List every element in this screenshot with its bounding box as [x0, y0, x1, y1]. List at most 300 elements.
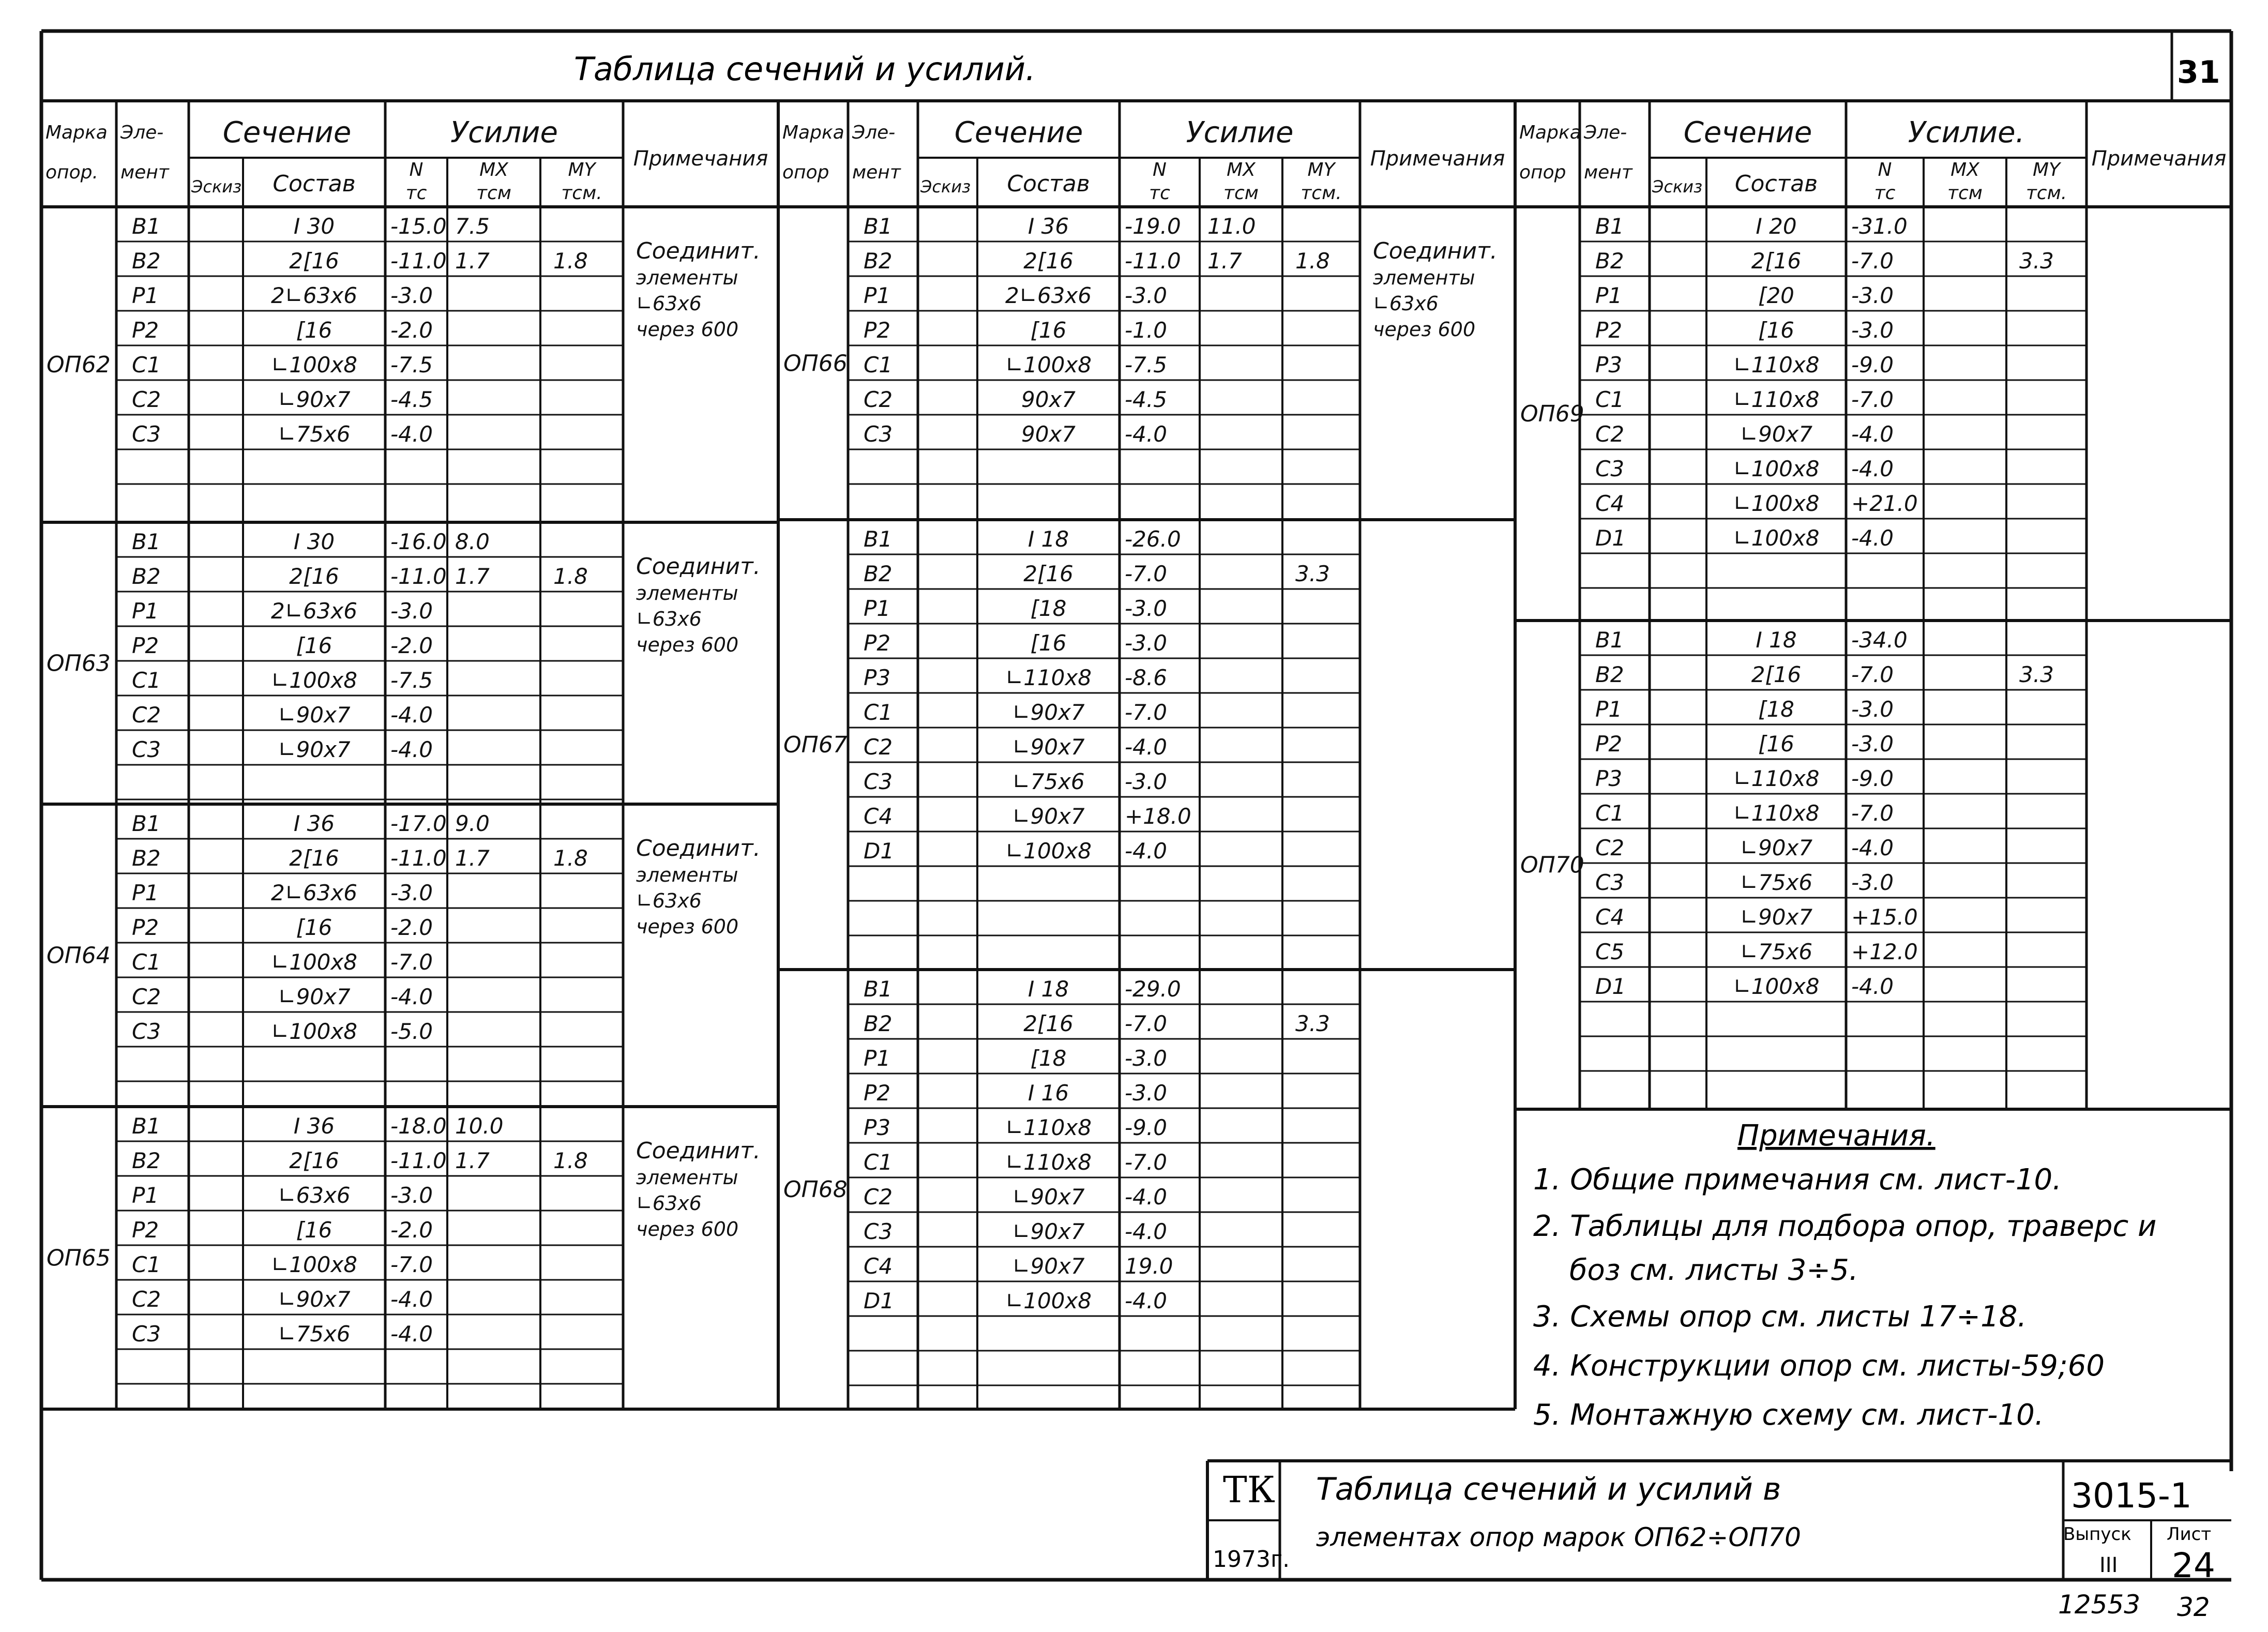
force-n: -4.0 — [1851, 456, 1894, 481]
force-n: -29.0 — [1125, 976, 1181, 1002]
section-composition: ∟90х7 — [1012, 1219, 1085, 1244]
section-composition: ∟90х7 — [1012, 734, 1085, 760]
element-code: C2 — [132, 1287, 161, 1312]
element-code: C3 — [1595, 456, 1625, 481]
moment-mx: 11.0 — [1207, 214, 1256, 239]
section-composition: I 36 — [293, 811, 335, 836]
header-mx: MX — [1951, 159, 1979, 180]
header-composition: Состав — [1007, 171, 1090, 197]
section-composition: [16 — [296, 1217, 332, 1243]
moment-mx: 10.0 — [455, 1113, 504, 1139]
header-mark: опор. — [46, 162, 98, 183]
support-mark: ОП63 — [47, 650, 111, 677]
section-composition: ∟90х7 — [1012, 1184, 1085, 1210]
force-n: -4.0 — [390, 984, 433, 1009]
connection-note: ∟63х6 — [1373, 292, 1439, 315]
force-n: -4.0 — [1125, 1288, 1167, 1313]
moment-mx: 8.0 — [455, 529, 490, 554]
header-n-unit: тс — [1149, 183, 1170, 204]
header-section: Сечение — [954, 116, 1083, 149]
header-my: MY — [568, 159, 596, 180]
element-code: D1 — [1595, 525, 1626, 551]
element-code: C1 — [132, 949, 161, 975]
element-code: B2 — [132, 1148, 161, 1173]
connection-note: Соединит. — [636, 238, 761, 264]
force-n: -7.0 — [1851, 387, 1894, 412]
section-composition: 2[16 — [289, 845, 339, 871]
moment-mx: 1.7 — [455, 1148, 490, 1173]
element-code: C1 — [132, 668, 161, 693]
element-code: C4 — [864, 1253, 893, 1279]
header-n: N — [409, 159, 424, 180]
element-code: C1 — [132, 1252, 161, 1277]
section-composition: [20 — [1758, 283, 1794, 308]
header-force: Усилие — [450, 116, 558, 149]
force-n: -5.0 — [390, 1019, 433, 1044]
connection-note: через 600 — [636, 633, 739, 656]
force-n: -4.5 — [390, 387, 433, 412]
element-code: C4 — [864, 804, 893, 829]
element-code: B2 — [1595, 662, 1624, 687]
force-n: -4.5 — [1125, 387, 1167, 412]
header-notes: Примечания — [1370, 147, 1505, 171]
section-composition: ∟75х6 — [1740, 870, 1813, 895]
moment-mx: 1.7 — [455, 564, 490, 589]
force-n: -2.0 — [390, 633, 433, 658]
element-code: B2 — [864, 248, 893, 274]
element-code: B2 — [1595, 248, 1624, 274]
header-mx-unit: тсм — [1223, 183, 1259, 204]
force-n: -3.0 — [1851, 283, 1894, 308]
section-composition: 2∟63х6 — [1005, 283, 1092, 308]
header-mx: MX — [1227, 159, 1256, 180]
header-section: Сечение — [1683, 116, 1812, 149]
force-n: -3.0 — [1125, 1080, 1167, 1106]
header-sketch: Эскиз — [1652, 177, 1703, 197]
section-composition: ∟100х8 — [1005, 838, 1092, 864]
support-mark: ОП68 — [783, 1176, 848, 1203]
element-code: C3 — [864, 1219, 893, 1244]
header-force: Усилие. — [1908, 116, 2025, 149]
element-code: P1 — [1595, 283, 1623, 308]
section-composition: ∟110х8 — [1733, 387, 1820, 412]
element-code: B2 — [864, 1011, 893, 1036]
element-code: B1 — [1595, 627, 1624, 653]
element-code: P2 — [1595, 731, 1623, 757]
element-code: P2 — [132, 1217, 159, 1243]
section-composition: ∟110х8 — [1733, 766, 1820, 791]
header-mx: MX — [479, 159, 508, 180]
connection-note: элементы — [636, 864, 738, 886]
element-code: P2 — [132, 318, 159, 343]
section-composition: ∟90х7 — [1012, 804, 1085, 829]
element-code: C3 — [132, 1019, 161, 1044]
connection-note: Соединит. — [636, 1138, 761, 1164]
stamp-issue-label: Выпуск — [2063, 1524, 2131, 1545]
section-composition: [16 — [1758, 318, 1794, 343]
section-composition: ∟90х7 — [1740, 421, 1813, 447]
header-mx-unit: тсм — [1947, 183, 1983, 204]
element-code: P2 — [132, 633, 159, 658]
section-composition: I 36 — [1027, 214, 1069, 239]
force-n: -4.0 — [1851, 421, 1894, 447]
force-n: -4.0 — [1851, 835, 1894, 860]
element-code: C4 — [1595, 904, 1625, 930]
force-n: -4.0 — [390, 737, 433, 762]
element-code: P1 — [864, 1046, 891, 1071]
connection-note: ∟63х6 — [636, 292, 702, 315]
section-composition: 2[16 — [1751, 662, 1802, 687]
section-composition: [16 — [296, 633, 332, 658]
force-n: -4.0 — [1125, 1184, 1167, 1210]
header-my-unit: тсм. — [1301, 183, 1342, 204]
force-n: -9.0 — [1851, 352, 1894, 377]
force-n: -3.0 — [1125, 283, 1167, 308]
header-my: MY — [1307, 159, 1335, 180]
section-composition: ∟75х6 — [278, 1321, 351, 1347]
element-code: C3 — [1595, 870, 1625, 895]
force-n: -4.0 — [1851, 974, 1894, 999]
force-n: -7.0 — [1125, 1011, 1167, 1036]
page-number: 31 — [2177, 54, 2220, 90]
element-code: P2 — [864, 318, 891, 343]
force-n: +15.0 — [1851, 904, 1918, 930]
force-n: -7.0 — [1851, 248, 1894, 274]
section-composition: I 18 — [1027, 526, 1069, 552]
connection-note: через 600 — [636, 318, 739, 341]
force-n: -4.0 — [1125, 838, 1167, 864]
connection-note: Соединит. — [636, 553, 761, 580]
section-composition: ∟75х6 — [1012, 769, 1085, 794]
header-mark: Марка — [46, 122, 108, 143]
element-code: P2 — [132, 915, 159, 940]
force-n: -15.0 — [390, 214, 447, 239]
moment-my: 3.3 — [1295, 561, 1330, 586]
section-composition: ∟100х8 — [1005, 352, 1092, 377]
element-code: C4 — [1595, 491, 1625, 516]
section-composition: ∟63х6 — [278, 1183, 351, 1208]
section-composition: ∟100х8 — [271, 352, 357, 377]
section-composition: ∟90х7 — [1012, 700, 1085, 725]
force-n: -2.0 — [390, 318, 433, 343]
force-n: -7.5 — [390, 668, 433, 693]
force-n: -2.0 — [390, 1217, 433, 1243]
force-n: -4.0 — [1125, 734, 1167, 760]
section-composition: 2[16 — [289, 248, 339, 274]
element-code: B1 — [864, 526, 893, 552]
moment-my: 1.8 — [553, 845, 588, 871]
element-code: B1 — [132, 529, 161, 554]
header-notes: Примечания — [2091, 147, 2227, 171]
element-code: C2 — [864, 734, 893, 760]
force-n: -11.0 — [390, 1148, 447, 1173]
section-composition: 2∟63х6 — [271, 598, 357, 624]
force-n: -3.0 — [1851, 697, 1894, 722]
element-code: D1 — [864, 838, 895, 864]
force-n: -16.0 — [390, 529, 447, 554]
section-composition: I 16 — [1027, 1080, 1069, 1106]
stamp-tk: ТК — [1223, 1469, 1275, 1511]
section-composition: I 18 — [1027, 976, 1069, 1002]
element-code: P1 — [864, 596, 891, 621]
section-composition: I 18 — [1756, 627, 1797, 653]
force-n: -34.0 — [1851, 627, 1908, 653]
header-mark: Марка — [782, 122, 844, 143]
force-n: -4.0 — [390, 1321, 433, 1347]
stamp-doc-no: 3015-1 — [2071, 1476, 2192, 1516]
force-n: -7.5 — [390, 352, 433, 377]
force-n: -7.0 — [1851, 662, 1894, 687]
force-n: -8.6 — [1125, 665, 1167, 690]
header-section: Сечение — [222, 116, 352, 149]
element-code: P2 — [864, 630, 891, 656]
section-composition: [16 — [296, 318, 332, 343]
force-n: -3.0 — [390, 880, 433, 905]
footer-left-number: 12553 — [2058, 1590, 2141, 1620]
header-force: Усилие — [1186, 116, 1294, 149]
moment-my: 3.3 — [2019, 662, 2054, 687]
element-code: C2 — [132, 984, 161, 1009]
section-composition: I 30 — [293, 529, 335, 554]
connection-note: ∟63х6 — [636, 1192, 702, 1215]
moment-my: 1.8 — [553, 1148, 588, 1173]
section-composition: ∟110х8 — [1005, 1115, 1092, 1140]
section-composition: ∟90х7 — [278, 387, 351, 412]
force-n: -4.0 — [390, 1287, 433, 1312]
connection-note: через 600 — [636, 915, 739, 938]
header-mark: Марка — [1519, 122, 1581, 143]
connection-note: через 600 — [636, 1218, 739, 1241]
support-mark: ОП65 — [47, 1245, 111, 1272]
section-composition: [16 — [296, 915, 332, 940]
moment-my: 1.8 — [553, 564, 588, 589]
force-n: -19.0 — [1125, 214, 1181, 239]
force-n: +18.0 — [1125, 804, 1191, 829]
note-4: 4. Конструкции опор см. листы-59;60 — [1533, 1349, 2105, 1383]
section-composition: I 30 — [293, 214, 335, 239]
force-n: -7.0 — [1851, 800, 1894, 826]
force-n: -7.0 — [1125, 561, 1167, 586]
connection-note: ∟63х6 — [636, 608, 702, 630]
section-composition: 2∟63х6 — [271, 283, 357, 308]
force-n: +12.0 — [1851, 939, 1918, 964]
force-n: -17.0 — [390, 811, 447, 836]
header-my-unit: тсм. — [561, 183, 602, 204]
stamp-sheet: 24 — [2172, 1546, 2215, 1585]
section-composition: 2∟63х6 — [271, 880, 357, 905]
header-notes: Примечания — [633, 147, 768, 171]
section-composition: ∟100х8 — [271, 668, 357, 693]
element-code: B1 — [864, 976, 893, 1002]
force-n: -11.0 — [390, 248, 447, 274]
element-code: C3 — [864, 769, 893, 794]
notes-title: Примечания. — [1737, 1119, 1936, 1153]
force-n: -4.0 — [390, 421, 433, 447]
moment-my: 3.3 — [1295, 1011, 1330, 1036]
section-composition: ∟100х8 — [1733, 974, 1820, 999]
force-n: -3.0 — [390, 283, 433, 308]
footer-right-number: 32 — [2177, 1592, 2210, 1622]
element-code: C1 — [864, 352, 893, 377]
section-composition: ∟100х8 — [271, 949, 357, 975]
element-code: P3 — [1595, 766, 1623, 791]
element-code: C2 — [864, 1184, 893, 1210]
section-composition: [16 — [1758, 731, 1794, 757]
header-element: мент — [120, 162, 169, 183]
section-composition: 2[16 — [1751, 248, 1802, 274]
section-composition: I 36 — [293, 1113, 335, 1139]
element-code: D1 — [1595, 974, 1626, 999]
section-composition: ∟110х8 — [1733, 800, 1820, 826]
section-composition: ∟90х7 — [278, 737, 351, 762]
section-composition: 2[16 — [1023, 1011, 1073, 1036]
stamp-issue: III — [2099, 1553, 2118, 1577]
force-n: -3.0 — [1125, 630, 1167, 656]
support-mark: ОП62 — [47, 352, 111, 378]
force-n: -4.0 — [1125, 1219, 1167, 1244]
section-composition: ∟100х8 — [1733, 525, 1820, 551]
connection-note: через 600 — [1373, 318, 1476, 341]
moment-mx: 1.7 — [455, 248, 490, 274]
note-2-cont: боз см. листы 3÷5. — [1569, 1253, 1858, 1287]
header-element: мент — [852, 162, 901, 183]
header-element: Эле- — [852, 122, 896, 143]
force-n: -7.0 — [1125, 700, 1167, 725]
section-composition: ∟90х7 — [278, 1287, 351, 1312]
element-code: C1 — [1595, 387, 1625, 412]
force-n: -9.0 — [1851, 766, 1894, 791]
force-n: -9.0 — [1125, 1115, 1167, 1140]
element-code: B2 — [132, 248, 161, 274]
header-mark: опор — [1519, 162, 1566, 183]
note-3: 3. Схемы опор см. листы 17÷18. — [1533, 1300, 2027, 1334]
element-code: B2 — [132, 564, 161, 589]
element-code: C1 — [864, 700, 893, 725]
force-n: -7.0 — [1125, 1150, 1167, 1175]
connection-note: Соединит. — [636, 835, 761, 862]
section-composition: [18 — [1030, 1046, 1067, 1071]
header-element: Эле- — [120, 122, 164, 143]
header-element: мент — [1584, 162, 1632, 183]
section-composition: ∟90х7 — [1740, 904, 1813, 930]
moment-my: 3.3 — [2019, 248, 2054, 274]
connection-note: ∟63х6 — [636, 889, 702, 912]
force-n: 19.0 — [1125, 1253, 1173, 1279]
section-composition: [16 — [1030, 630, 1067, 656]
element-code: P2 — [1595, 318, 1623, 343]
header-my-unit: тсм. — [2025, 183, 2067, 204]
section-composition: ∟110х8 — [1005, 1150, 1092, 1175]
section-composition: ∟90х7 — [1740, 835, 1813, 860]
element-code: P1 — [132, 880, 159, 905]
stamp-sheet-label: Лист — [2167, 1524, 2212, 1545]
section-composition: ∟110х8 — [1733, 352, 1820, 377]
element-code: P1 — [864, 283, 891, 308]
element-code: C2 — [132, 387, 161, 412]
section-composition: ∟100х8 — [1733, 456, 1820, 481]
support-mark: ОП70 — [1520, 852, 1584, 879]
force-n: -2.0 — [390, 915, 433, 940]
element-code: B1 — [132, 1113, 161, 1139]
element-code: P3 — [864, 665, 891, 690]
header-sketch: Эскиз — [191, 177, 242, 197]
section-composition: ∟75х6 — [278, 421, 351, 447]
header-sketch: Эскиз — [920, 177, 971, 197]
support-mark: ОП64 — [47, 942, 111, 969]
header-mx-unit: тсм — [476, 183, 511, 204]
force-n: -7.0 — [390, 949, 433, 975]
element-code: B1 — [132, 214, 161, 239]
element-code: C5 — [1595, 939, 1625, 964]
element-code: C2 — [1595, 835, 1625, 860]
element-code: C3 — [132, 1321, 161, 1347]
element-code: B1 — [132, 811, 161, 836]
element-code: C1 — [132, 352, 161, 377]
support-mark: ОП67 — [783, 732, 848, 758]
force-n: +21.0 — [1851, 491, 1918, 516]
force-n: -11.0 — [1125, 248, 1181, 274]
element-code: B2 — [132, 845, 161, 871]
force-n: -3.0 — [390, 1183, 433, 1208]
header-n: N — [1878, 159, 1892, 180]
connection-note: элементы — [636, 582, 738, 605]
element-code: P3 — [1595, 352, 1623, 377]
note-2: 2. Таблицы для подбора опор, траверс и — [1533, 1210, 2157, 1243]
note-1: 1. Общие примечания см. лист-10. — [1533, 1163, 2062, 1197]
section-composition: 2[16 — [1023, 248, 1073, 274]
header-my: MY — [2032, 159, 2061, 180]
section-composition: ∟90х7 — [278, 984, 351, 1009]
header-n-unit: тс — [1874, 183, 1896, 204]
element-code: D1 — [864, 1288, 895, 1313]
connection-note: элементы — [1373, 266, 1475, 289]
element-code: C2 — [864, 387, 893, 412]
moment-mx: 9.0 — [455, 811, 490, 836]
force-n: -3.0 — [1125, 596, 1167, 621]
section-composition: ∟90х7 — [278, 702, 351, 728]
section-composition: ∟100х8 — [271, 1252, 357, 1277]
force-n: -4.0 — [1125, 421, 1167, 447]
support-mark: ОП69 — [1520, 401, 1584, 427]
moment-my: 1.8 — [553, 248, 588, 274]
element-code: C3 — [132, 421, 161, 447]
force-n: -3.0 — [1851, 870, 1894, 895]
stamp-title-2: элементах опор марок ОП62÷ОП70 — [1316, 1522, 1801, 1552]
moment-my: 1.8 — [1295, 248, 1330, 274]
element-code: C1 — [864, 1150, 893, 1175]
section-composition: [18 — [1030, 596, 1067, 621]
element-code: P3 — [864, 1115, 891, 1140]
element-code: B2 — [864, 561, 893, 586]
section-composition: ∟110х8 — [1005, 665, 1092, 690]
connection-note: Соединит. — [1373, 238, 1498, 264]
section-composition: [16 — [1030, 318, 1067, 343]
force-n: -7.0 — [390, 1252, 433, 1277]
stamp-title-1: Таблица сечений и усилий в — [1316, 1471, 1781, 1507]
section-composition: ∟100х8 — [1005, 1288, 1092, 1313]
force-n: -31.0 — [1851, 214, 1908, 239]
header-n: N — [1153, 159, 1167, 180]
force-n: -18.0 — [390, 1113, 447, 1139]
element-code: C3 — [132, 737, 161, 762]
force-n: -11.0 — [390, 845, 447, 871]
force-n: -3.0 — [1125, 1046, 1167, 1071]
note-5: 5. Монтажную схему см. лист-10. — [1533, 1398, 2044, 1432]
element-code: B1 — [864, 214, 893, 239]
section-composition: I 20 — [1756, 214, 1797, 239]
section-composition: [18 — [1758, 697, 1794, 722]
header-mark: опор — [782, 162, 829, 183]
